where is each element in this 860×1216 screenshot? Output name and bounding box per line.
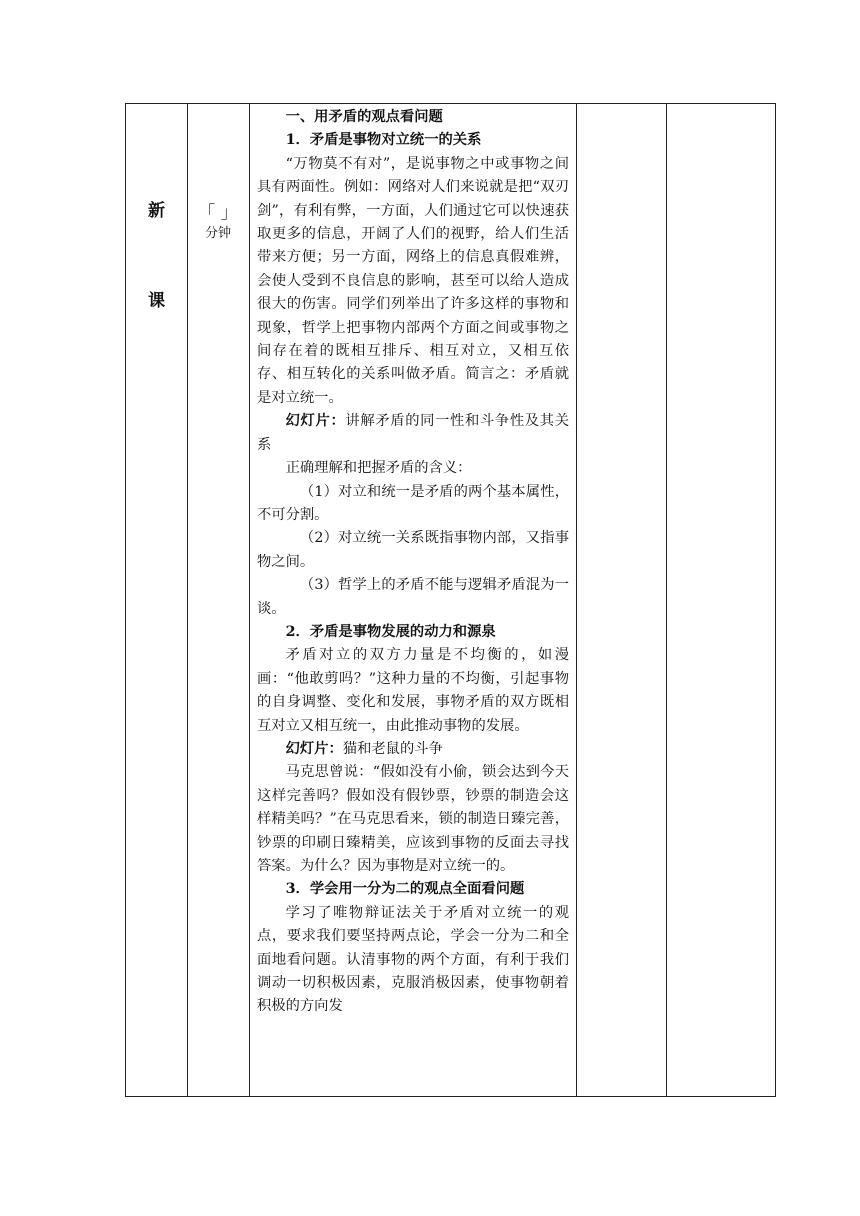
- paragraph-understanding: 正确理解和把握矛盾的含义：: [285, 460, 472, 477]
- subsection-title-3: 3．学会用一分为二的观点全面看问题: [285, 881, 525, 898]
- slide-label: 幻灯片：: [285, 740, 343, 757]
- paragraph-two-point-theory: 学习了唯物辩证法关于矛盾对立统一的观点，要求我们要坚持两点论，学会一分为二和全面地看问题。认清事物的两个方面，有利于我们调动一切积极因素，克服消极因素，使事物朝着积极的方向发: [257, 904, 569, 1015]
- column-divider: [666, 104, 667, 1096]
- list-item-2: （2）对立统一关系既指事物内部，又指事物之间。: [257, 530, 569, 570]
- lesson-plan-table: [125, 103, 776, 1097]
- section-heading: 一、用矛盾的观点看问题: [285, 109, 443, 125]
- paragraph-contradiction-definition: “万物莫不有对”，是说事物之中或事物之间具有两面性。例如：网络对人们来说就是把“双刃剑”，有利有弊，一方面，人们通过它可以快速获取更多的信息，开阔了人们的视野，给人们生活带来方便；另一方面，网络上的信息真假难辨，会使人受到不良信息的影响，甚至可以给人造成很大的伤害。同学们列举出了许多这样的事物和现象，哲学上把事物内部两个方面之间或事物之间存在着的既相互排斥、相互对立，又相互依存、相互转化的关系叫做矛盾。简言之：矛盾就是对立统一。: [257, 155, 569, 406]
- time-unit-label: 分钟: [204, 226, 231, 241]
- list-item-1: （1）对立和统一是矛盾的两个基本属性，不可分割。: [257, 483, 569, 523]
- subsection-title-1: 1．矛盾是事物对立统一的关系: [285, 132, 482, 149]
- slide-label: 幻灯片：: [285, 413, 346, 430]
- paragraph-driving-force: 矛盾对立的双方力量是不均衡的，如漫画：“他敢剪吗？”这种力量的不均衡，引起事物的自身调整、变化和发展，事物矛盾的双方既相互对立又相互统一，由此推动事物的发展。: [257, 647, 569, 734]
- slide-note-2: [257, 738, 569, 761]
- column-divider: [576, 104, 577, 1096]
- slide-note-1: [257, 410, 569, 457]
- column-divider: [187, 104, 188, 1096]
- time-blank-bracket: 「 」: [198, 203, 238, 223]
- category-char-ke: 课: [148, 291, 165, 311]
- category-char-xin: 新: [148, 201, 165, 221]
- column-divider: [249, 104, 250, 1096]
- slide-text: 讲解矛盾的同一性和斗争性及其关系: [257, 413, 570, 453]
- lesson-content: [257, 106, 569, 1019]
- paragraph-marx-quote: 马克思曾说：“假如没有小偷，锁会达到今天这样完善吗？假如没有假钞票，钞票的制造会这样精美吗？”在马克思看来，锁的制造日臻完善，钞票的印刷日臻精美，应该到事物的反面去寻找答案。为什么？因为事物是对立统一的。: [257, 764, 569, 874]
- slide-text: 猫和老鼠的斗争: [342, 740, 443, 757]
- list-item-3: （3）哲学上的矛盾不能与逻辑矛盾混为一谈。: [257, 577, 569, 617]
- subsection-title-2: 2．矛盾是事物发展的动力和源泉: [285, 623, 496, 640]
